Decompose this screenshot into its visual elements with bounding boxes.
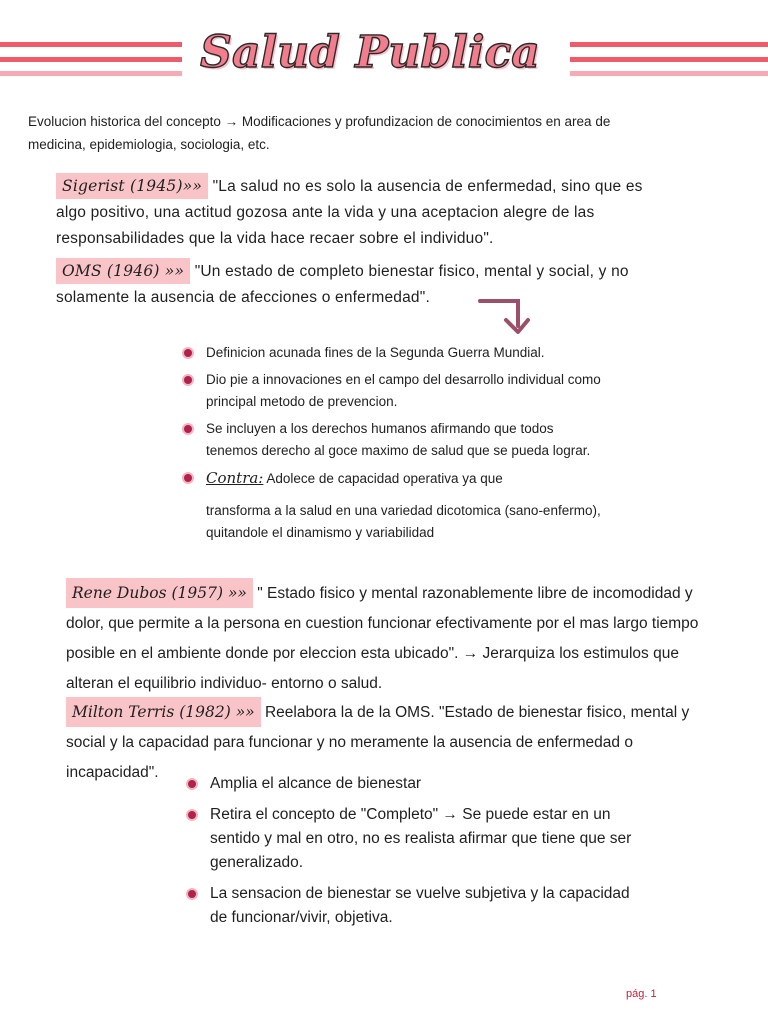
bullet-icon bbox=[184, 474, 192, 482]
list-item bbox=[186, 803, 646, 875]
oms-notes-list bbox=[182, 342, 602, 544]
note-text: Se incluyen a los derechos humanos afirmando que todos tenemos derecho al goce maximo de salud que se pueda lograr. bbox=[206, 421, 591, 458]
bullet-icon bbox=[184, 349, 192, 357]
header-stripe-right-mid bbox=[570, 57, 768, 62]
page-number: pág. 1 bbox=[626, 988, 657, 1000]
note-text: Dio pie a innovaciones en el campo del desarrollo individual como principal metodo de prevencion. bbox=[206, 372, 601, 409]
list-item-contra bbox=[182, 467, 602, 544]
terris-label: Milton Terris (1982) »» bbox=[66, 697, 261, 727]
dubos-quote: " Estado fisico y mental razonablemente libre de incomodidad y dolor, que permite a la persona en cuestion funcionar efectivamente por el mas largo tiempo posible en el ambiente donde por eleccion esta ubicado". → Jerarquiza los estimulos que alteran el equilibrio individuo- entorno o salud. bbox=[66, 585, 699, 692]
list-item bbox=[182, 369, 602, 413]
list-item bbox=[186, 882, 646, 930]
header-stripe-left-bottom bbox=[0, 71, 182, 76]
bullet-icon bbox=[188, 890, 196, 898]
oms-definition bbox=[56, 258, 676, 311]
note-text: Definicion acunada fines de la Segunda Guerra Mundial. bbox=[206, 345, 545, 360]
header-stripe-right-top bbox=[570, 42, 768, 47]
terris-notes-list bbox=[186, 772, 646, 937]
contra-text: Adolece de capacidad operativa ya que bbox=[266, 471, 503, 486]
note-text: Retira el concepto de "Completo" → Se puede estar en un sentido y mal en otro, no es realista afirmar que tiene que ser generalizado. bbox=[210, 806, 632, 871]
oms-quote: "Un estado de completo bienestar fisico, mental y social, y no solamente la ausencia de afecciones o enfermedad". bbox=[56, 263, 629, 306]
bullet-icon bbox=[184, 425, 192, 433]
bullet-icon bbox=[188, 811, 196, 819]
note-text: La sensacion de bienestar se vuelve subjetiva y la capacidad de funcionar/vivir, objetiva. bbox=[210, 885, 630, 926]
dubos-label: Rene Dubos (1957) »» bbox=[66, 578, 253, 608]
contra-text-continued: transforma a la salud en una variedad dicotomica (sano-enfermo), quitandole el dinamismo y variabilidad bbox=[206, 503, 601, 540]
sigerist-label: Sigerist (1945)»» bbox=[56, 173, 208, 199]
header-stripe-right-bottom bbox=[570, 71, 768, 76]
list-item bbox=[186, 772, 646, 796]
bullet-icon bbox=[188, 780, 196, 788]
list-item bbox=[182, 418, 602, 462]
oms-label: OMS (1946) »» bbox=[56, 258, 190, 284]
sigerist-quote: "La salud no es solo la ausencia de enfermedad, sino que es algo positivo, una actitud gozosa ante la vida y una aceptacion alegre de las responsabilidades que la vida hace recaer sobre el individuo". bbox=[56, 178, 643, 247]
sigerist-definition bbox=[56, 173, 676, 252]
list-item bbox=[182, 342, 602, 364]
bullet-icon bbox=[184, 376, 192, 384]
terris-quote: Reelabora la de la OMS. "Estado de bienestar fisico, mental y social y la capacidad para funcionar y no meramente la ausencia de enfermedad o incapacidad". bbox=[66, 704, 690, 781]
intro-paragraph: Evolucion historica del concepto → Modificaciones y profundizacion de conocimientos en area de medicina, epidemiologia, sociologia, etc. bbox=[28, 114, 611, 152]
dubos-definition bbox=[66, 578, 726, 699]
page-title: Salud Publica bbox=[200, 27, 540, 78]
note-text: Amplia el alcance de bienestar bbox=[210, 775, 422, 792]
header-stripe-left-mid bbox=[0, 57, 182, 62]
contra-label: Contra: bbox=[206, 469, 264, 487]
down-right-arrow-icon bbox=[478, 296, 530, 338]
header-stripe-left-top bbox=[0, 42, 182, 47]
